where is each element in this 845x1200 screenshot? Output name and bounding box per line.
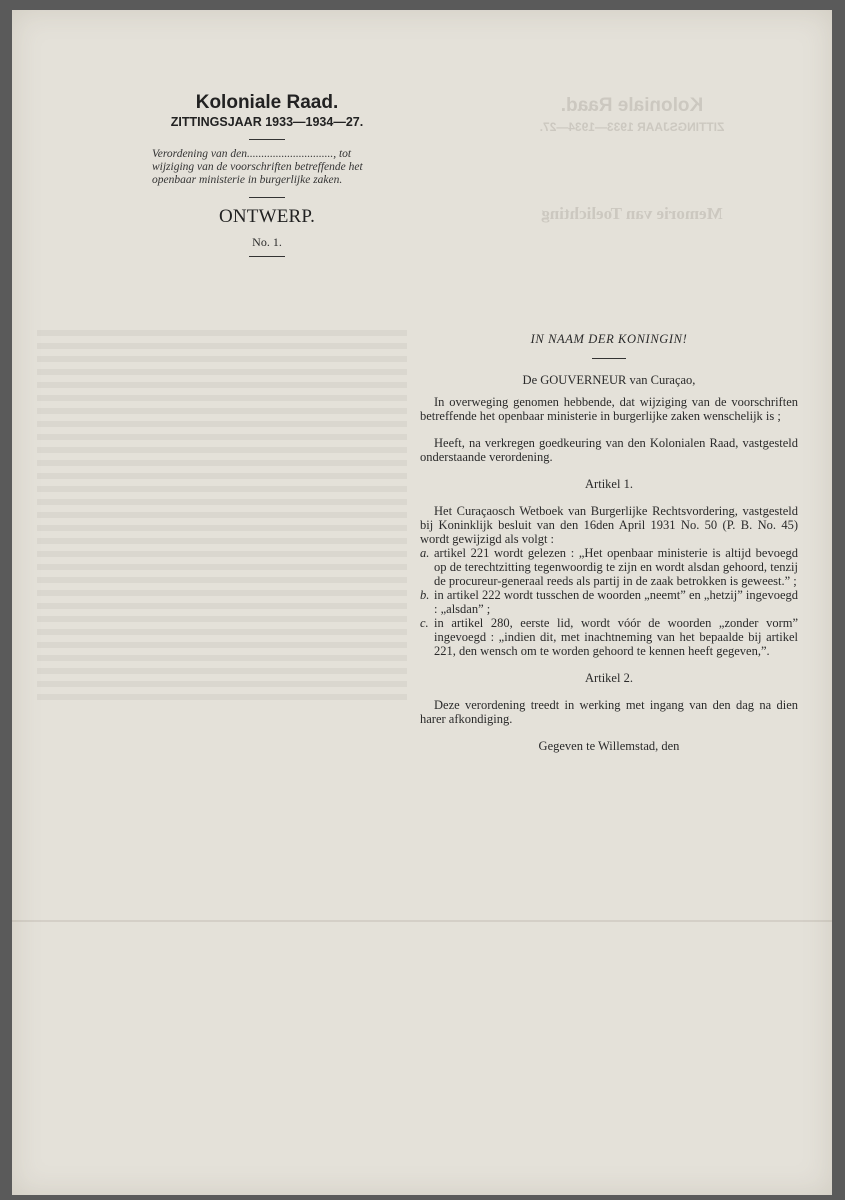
article-1-title: Artikel 1. [585, 477, 633, 491]
council-title: Koloniale Raad. [195, 92, 339, 113]
item-text: in artikel 280, eerste lid, wordt vóór de woorden „zonder vorm” ingevoegd : „indien dit, met inachtneming van het bepaalde bij artikel 221, den wensch om te worden gehoord te kennen heeft gegeven,”. [434, 616, 798, 658]
list-item [420, 546, 798, 588]
ghost-session: ZITTINGSJAAR 1933—1934—27. [539, 120, 725, 134]
divider [249, 197, 285, 198]
ordinance-body [420, 332, 798, 753]
divider [592, 358, 626, 359]
governor-line: De GOUVERNEUR van Curaçao, [522, 373, 696, 387]
bleed-through-text [482, 95, 782, 224]
article-2-title: Artikel 2. [585, 671, 633, 685]
header-block [142, 92, 392, 265]
document-number: No. 1. [252, 235, 282, 249]
document-page [12, 10, 832, 1195]
session-year: ZITTINGSJAAR 1933—1934—27. [170, 115, 364, 129]
consideration-paragraph: In overweging genomen hebbende, dat wijziging van de voorschriften betreffende het openbaar ministerie in burgerlijke zaken wenschelijk is ; [420, 395, 798, 423]
heading: IN NAAM DER KONINGIN! [530, 332, 688, 346]
list-item [420, 588, 798, 616]
item-label: c. [420, 616, 429, 630]
given-line: Gegeven te Willemstad, den [538, 739, 680, 753]
item-label: a. [420, 546, 430, 560]
divider [249, 256, 285, 257]
divider [249, 139, 285, 140]
article-2-text: Deze verordening treedt in werking met ingang van den dag na dien harer afkondiging. [420, 698, 798, 726]
approval-paragraph: Heeft, na verkregen goedkeuring van den Kolonialen Raad, vastgesteld onderstaande verordening. [420, 436, 798, 464]
item-text: artikel 221 wordt gelezen : „Het openbaar ministerie is altijd bevoegd op de terechtzitting tegenwoordig te zijn en wordt alsdan gehoord, tenzij de procureur-generaal reeds als partij in de zaak betrokken is geweest.” ; [434, 546, 798, 588]
item-label: b. [420, 588, 430, 602]
ordinance-description: Verordening van den.............................., tot wijziging van de voorschriften betreffende het openbaar ministerie in burgerlijke zaken. [152, 148, 363, 186]
draft-label: ONTWERP. [218, 206, 316, 227]
ghost-memo: Memorie van Toelichting [541, 204, 723, 223]
list-item [420, 616, 798, 658]
ghost-council: Koloniale Raad. [560, 95, 704, 116]
bleed-through-lines [37, 330, 407, 700]
paper-fold [12, 920, 832, 922]
article-1-intro: Het Curaçaosch Wetboek van Burgerlijke Rechtsvordering, vastgesteld bij Koninklijk besluit van den 16den April 1931 No. 50 (P. B. No. 45) wordt gewijzigd als volgt : [420, 504, 798, 546]
item-text: in artikel 222 wordt tusschen de woorden „neemt” en „hetzij” ingevoegd : „alsdan” ; [434, 588, 798, 616]
